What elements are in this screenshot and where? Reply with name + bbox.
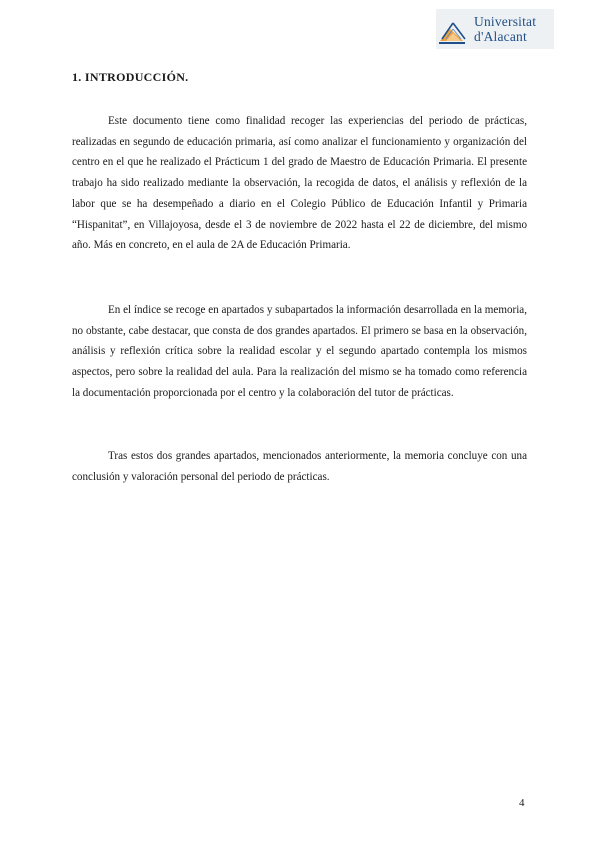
page-number: 4 — [519, 797, 525, 809]
logo-line-2: d'Alacant — [474, 29, 527, 44]
paragraph-conclusion: Tras estos dos grandes apartados, mencionados anteriormente, la memoria concluye con una conclusión y valoración personal del periodo de prácticas. — [72, 450, 527, 483]
university-emblem-icon — [436, 9, 470, 49]
section-heading: 1. INTRODUCCIÓN. — [72, 70, 189, 84]
university-logo — [436, 9, 554, 49]
paragraph-intro: Este documento tiene como finalidad recoger las experiencias del periodo de prácticas, realizadas en segundo de educación primaria, así como analizar el funcionamiento y organización del centro en el que he realizado el Prácticum 1 del grado de Maestro de Educación Primaria. El presente trabajo ha sido realizado mediante la observación, la recogida de datos, el análisis y reflexión de la labor que se ha desempeñado a diario en el Colegio Público de Educación Infantil y Primaria “Hispanitat”, en Villajoyosa, desde el 3 de noviembre de 2022 hasta el 22 de diciembre, del mismo año. Más en concreto, en el aula de 2A de Educación Primaria. — [72, 115, 527, 252]
paragraph-index: En el índice se recoge en apartados y subapartados la información desarrollada en la memoria, no obstante, cabe destacar, que consta de dos grandes apartados. El primero se basa en la observación, análisis y reflexión crítica sobre la realidad escolar y el segundo apartado contempla los mismos aspectos, pero sobre la realidad del aula. Para la realización del mismo se ha tomado como referencia la documentación proporcionada por el centro y la colaboración del tutor de prácticas. — [72, 304, 527, 399]
logo-wordmark — [470, 14, 536, 44]
logo-line-1: Universitat — [474, 14, 537, 29]
